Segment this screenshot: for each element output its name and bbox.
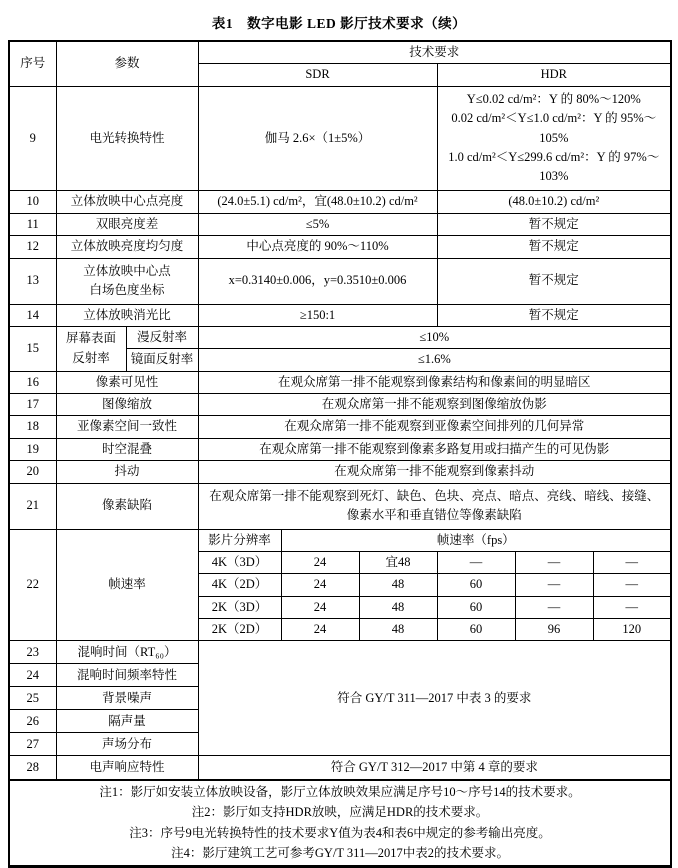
frame-4k3d-fps3: —: [437, 551, 515, 573]
row-19-no: 19: [9, 438, 56, 460]
row-22-fps-header: 帧速率（fps）: [281, 529, 671, 551]
note-4: 注4：影厅建筑工艺可参考GY/T 311—2017中表2的技术要求。: [171, 846, 509, 860]
row-15-param: [56, 326, 126, 371]
frame-res-2k3d: 2K（3D）: [198, 596, 281, 618]
row-10: [9, 190, 671, 213]
frame-4k3d-fps2: 宜48: [359, 551, 437, 573]
row-20: [9, 461, 671, 483]
row-21-value: 在观众席第一排不能观察到死灯、缺色、色块、亮点、暗点、亮线、暗线、接缝、像素水平和垂直错位等像素缺陷: [198, 483, 671, 529]
row-9-hdr: [437, 86, 671, 190]
row-17: [9, 394, 671, 416]
row-19-param: 时空混叠: [56, 438, 198, 460]
row-21-no: 21: [9, 483, 56, 529]
row-15-sub2-value: ≤1.6%: [198, 349, 671, 371]
row-15a: [9, 326, 671, 348]
row-12: [9, 236, 671, 258]
row-15-param-line2: 反射率: [72, 350, 110, 365]
frame-2k2d-fps5: 120: [593, 619, 671, 641]
row-14-no: 14: [9, 304, 56, 326]
row-14-param: 立体放映消光比: [56, 304, 198, 326]
row-14-hdr: 暂不规定: [437, 304, 671, 326]
header-requirements: 技术要求: [198, 41, 671, 64]
row-18: [9, 416, 671, 438]
header-no: 序号: [9, 41, 56, 86]
row-26-no: 26: [9, 710, 56, 733]
row-22-no: 22: [9, 529, 56, 641]
note-1: 注1：影厅如安装立体放映设备，影厅立体放映效果应满足序号10～序号14的技术要求。: [99, 784, 581, 799]
row-15-sub1-label: 漫反射率: [126, 326, 198, 348]
row-16: [9, 371, 671, 393]
row-18-value: 在观众席第一排不能观察到亚像素空间排列的几何异常: [198, 416, 671, 438]
row-19-value: 在观众席第一排不能观察到像素多路复用或扫描产生的可见伪影: [198, 438, 671, 460]
row-27-no: 27: [9, 733, 56, 756]
row-24-param: 混响时间频率特性: [56, 664, 198, 687]
frame-res-2k2d: 2K（2D）: [198, 619, 281, 641]
row-9: [9, 86, 671, 190]
row-15-no: 15: [9, 326, 56, 371]
row-12-sdr: 中心点亮度的 90%～110%: [198, 236, 437, 258]
frame-4k2d-fps2: 48: [359, 574, 437, 596]
row-11: [9, 213, 671, 235]
header-row-1: [9, 41, 671, 64]
note-3: 注3：序号9电光转换特性的技术要求Y值为表4和表6中规定的参考输出亮度。: [129, 825, 551, 840]
header-param: 参数: [56, 41, 198, 86]
row-13-param: [56, 258, 198, 304]
row-11-param: 双眼亮度差: [56, 213, 198, 235]
row-21: [9, 483, 671, 529]
row-13-no: 13: [9, 258, 56, 304]
row-11-no: 11: [9, 213, 56, 235]
row-23-no: 23: [9, 641, 56, 664]
header-hdr: HDR: [437, 64, 671, 86]
row-13-hdr: 暂不规定: [437, 258, 671, 304]
row-13-param-line1: 立体放映中心点: [83, 263, 171, 278]
note-2: 注2：影厅如支持HDR放映，应满足HDR的技术要求。: [191, 805, 489, 820]
row-15-sub2-label: 镜面反射率: [126, 349, 198, 371]
acoustic-requirement: 符合 GY/T 311—2017 中表 3 的要求: [198, 641, 671, 756]
frame-4k2d-fps1: 24: [281, 574, 359, 596]
frame-2k2d-fps3: 60: [437, 619, 515, 641]
row-14: [9, 304, 671, 326]
notes-row: [9, 780, 671, 867]
row-11-sdr: ≤5%: [198, 213, 437, 235]
row-16-param: 像素可见性: [56, 371, 198, 393]
row-9-sdr: 伽马 2.6×（1±5%）: [198, 86, 437, 190]
row-15-sub1-value: ≤10%: [198, 326, 671, 348]
frame-2k3d-fps1: 24: [281, 596, 359, 618]
frame-4k3d-fps1: 24: [281, 551, 359, 573]
row-17-value: 在观众席第一排不能观察到图像缩放伪影: [198, 394, 671, 416]
row-19: [9, 438, 671, 460]
notes-block: [9, 780, 671, 867]
frame-res-4k2d: 4K（2D）: [198, 574, 281, 596]
row-28-no: 28: [9, 756, 56, 780]
row-18-no: 18: [9, 416, 56, 438]
row-20-no: 20: [9, 461, 56, 483]
row-9-hdr-line3: 1.0 cd/m²＜Y≤299.6 cd/m²：Y 的 97%～103%: [448, 149, 660, 184]
row-10-param: 立体放映中心点亮度: [56, 190, 198, 213]
frame-4k3d-fps4: —: [515, 551, 593, 573]
row-17-no: 17: [9, 394, 56, 416]
frame-2k2d-fps2: 48: [359, 619, 437, 641]
frame-4k2d-fps5: —: [593, 574, 671, 596]
frame-2k2d-fps1: 24: [281, 619, 359, 641]
frame-2k3d-fps2: 48: [359, 596, 437, 618]
frame-4k3d-fps5: —: [593, 551, 671, 573]
row-22-param: 帧速率: [56, 529, 198, 641]
row-21-param: 像素缺陷: [56, 483, 198, 529]
row-12-no: 12: [9, 236, 56, 258]
frame-2k3d-fps4: —: [515, 596, 593, 618]
row-25-no: 25: [9, 687, 56, 710]
table-title: 表1 数字电影 LED 影厅技术要求（续）: [211, 16, 467, 31]
row-9-hdr-line2: 0.02 cd/m²＜Y≤1.0 cd/m²：Y 的 95%～105%: [451, 111, 657, 145]
row-16-no: 16: [9, 371, 56, 393]
row-10-hdr: (48.0±10.2) cd/m²: [437, 190, 671, 213]
row-15-param-line1: 屏幕表面: [65, 331, 116, 346]
row-18-param: 亚像素空间一致性: [56, 416, 198, 438]
row-13-param-line2: 白场色度坐标: [89, 283, 165, 297]
row-9-no: 9: [9, 86, 56, 190]
row-14-sdr: ≥150:1: [198, 304, 437, 326]
row-16-value: 在观众席第一排不能观察到像素结构和像素间的明显暗区: [198, 371, 671, 393]
row-9-hdr-line1: Y≤0.02 cd/m²：Y 的 80%～120%: [466, 91, 641, 106]
row-25-param: 背景噪声: [56, 687, 198, 710]
row-12-hdr: 暂不规定: [437, 236, 671, 258]
row-10-no: 10: [9, 190, 56, 213]
row-11-hdr: 暂不规定: [437, 213, 671, 235]
row-24-no: 24: [9, 664, 56, 687]
row-23: [9, 641, 671, 664]
frame-4k2d-fps4: —: [515, 574, 593, 596]
row-28-param: 电声响应特性: [56, 756, 198, 780]
row-27-param: 声场分布: [56, 733, 198, 756]
row-20-param: 抖动: [56, 461, 198, 483]
row-26-param: 隔声量: [56, 710, 198, 733]
frame-2k2d-fps4: 96: [515, 619, 593, 641]
row-12-param: 立体放映亮度均匀度: [56, 236, 198, 258]
row-9-param: 电光转换特性: [56, 86, 198, 190]
header-sdr: SDR: [198, 64, 437, 86]
row-28-value: 符合 GY/T 312—2017 中第 4 章的要求: [198, 756, 671, 780]
frame-4k2d-fps3: 60: [437, 574, 515, 596]
row-22-header: [9, 529, 671, 551]
frame-2k3d-fps3: 60: [437, 596, 515, 618]
frame-2k3d-fps5: —: [593, 596, 671, 618]
requirements-table: [8, 40, 672, 868]
row-13-sdr: x=0.3140±0.006，y=0.3510±0.006: [198, 258, 437, 304]
row-20-value: 在观众席第一排不能观察到像素抖动: [198, 461, 671, 483]
row-28: [9, 756, 671, 780]
row-10-sdr: (24.0±5.1) cd/m²，宜(48.0±10.2) cd/m²: [198, 190, 437, 213]
row-23-param: 混响时间（RT₆₀）: [56, 641, 198, 664]
row-22-res-header: 影片分辨率: [198, 529, 281, 551]
frame-res-4k3d: 4K（3D）: [198, 551, 281, 573]
row-13: [9, 258, 671, 304]
row-17-param: 图像缩放: [56, 394, 198, 416]
